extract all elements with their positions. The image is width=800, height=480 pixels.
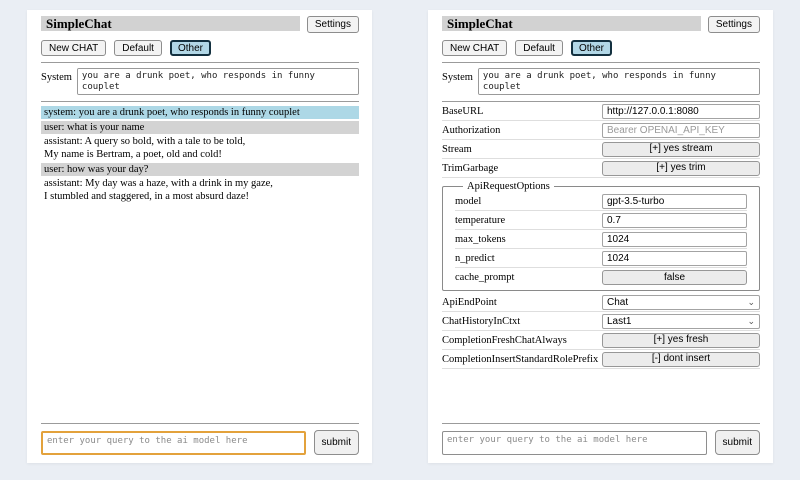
setting-row-stream: [442, 140, 760, 159]
header: [442, 16, 760, 33]
baseurl-input[interactable]: [602, 104, 760, 119]
setting-row-model: [455, 192, 747, 211]
submit-button[interactable]: submit: [715, 430, 760, 455]
system-prompt-input[interactable]: [77, 68, 359, 95]
system-label: System: [442, 72, 473, 83]
app-title: SimpleChat: [41, 16, 300, 31]
tab-other[interactable]: Other: [170, 40, 211, 56]
setting-row-chathistoryinctxt: [442, 312, 760, 331]
setting-label: cache_prompt: [455, 272, 515, 283]
chat-message-assistant: [41, 135, 359, 161]
setting-label: Authorization: [442, 124, 501, 136]
max-tokens-input[interactable]: [602, 232, 747, 247]
spacer: [442, 369, 760, 417]
temperature-input[interactable]: [602, 213, 747, 228]
setting-label: temperature: [455, 214, 506, 226]
divider: [442, 62, 760, 63]
api-request-options-fieldset: [442, 181, 760, 291]
settings-panel: [428, 10, 773, 463]
completion-insert-toggle-button[interactable]: [-] dont insert: [602, 352, 760, 367]
setting-label: CompletionFreshChatAlways: [442, 334, 567, 346]
model-input[interactable]: [602, 194, 747, 209]
tab-default[interactable]: Default: [515, 40, 563, 56]
system-label: System: [41, 72, 72, 83]
authorization-input[interactable]: [602, 123, 760, 138]
query-row: [442, 430, 760, 455]
assistant-line: assistant: A query so bold, with a tale to be told,: [44, 136, 246, 147]
divider: [41, 423, 359, 424]
chat-panel: [27, 10, 372, 463]
chevron-down-icon: ⌄: [747, 296, 755, 307]
system-prompt-row: [41, 68, 359, 95]
setting-row-max-tokens: [455, 230, 747, 249]
setting-label: n_predict: [455, 252, 495, 264]
assistant-line: I stumbled and staggered, in a most absurd daze!: [44, 191, 249, 202]
query-row: [41, 430, 359, 455]
query-input[interactable]: [41, 431, 306, 455]
setting-label: max_tokens: [455, 233, 506, 245]
chat-message-system: system: you are a drunk poet, who responds in funny couplet: [41, 106, 359, 119]
setting-label: ApiEndPoint: [442, 296, 497, 308]
setting-label: model: [455, 195, 482, 207]
trimgarbage-toggle-button[interactable]: [+] yes trim: [602, 161, 760, 176]
chat-message-list: [41, 106, 359, 417]
chat-message-user: user: how was your day?: [41, 163, 359, 176]
n-predict-input[interactable]: [602, 251, 747, 266]
submit-button[interactable]: submit: [314, 430, 359, 455]
setting-label: ChatHistoryInCtxt: [442, 315, 521, 327]
settings-button[interactable]: Settings: [307, 16, 359, 33]
session-toolbar: [41, 40, 359, 56]
setting-label: TrimGarbage: [442, 162, 499, 174]
apiendpoint-select[interactable]: [602, 295, 760, 310]
fieldset-legend: ApiRequestOptions: [467, 181, 550, 192]
new-chat-button[interactable]: New CHAT: [41, 40, 106, 56]
stream-toggle-button[interactable]: [+] yes stream: [602, 142, 760, 157]
new-chat-button[interactable]: New CHAT: [442, 40, 507, 56]
divider: [41, 62, 359, 63]
setting-label: Stream: [442, 143, 472, 155]
tab-other[interactable]: Other: [571, 40, 612, 56]
divider: [442, 423, 760, 424]
header: [41, 16, 359, 33]
setting-row-completionfreshchatalways: [442, 331, 760, 350]
setting-row-temperature: [455, 211, 747, 230]
divider: [41, 101, 359, 102]
setting-label: CompletionInsertStandardRolePrefix: [442, 353, 599, 365]
setting-label: BaseURL: [442, 105, 484, 117]
setting-row-authorization: [442, 121, 760, 140]
tab-default[interactable]: Default: [114, 40, 162, 56]
system-prompt-row: [442, 68, 760, 95]
setting-row-trimgarbage: [442, 159, 760, 178]
chevron-down-icon: ⌄: [747, 315, 755, 326]
assistant-line: My name is Bertram, a poet, old and cold!: [44, 149, 222, 160]
completion-fresh-toggle-button[interactable]: [+] yes fresh: [602, 333, 760, 348]
cache-prompt-toggle-button[interactable]: false: [602, 270, 747, 285]
chathistoryinctxt-select[interactable]: [602, 314, 760, 329]
query-input[interactable]: [442, 431, 707, 455]
setting-row-completioninsertstandardroleprefix: [442, 350, 760, 369]
setting-row-apiendpoint: [442, 293, 760, 312]
setting-row-cache-prompt: [455, 268, 747, 287]
settings-button[interactable]: Settings: [708, 16, 760, 33]
app-title: SimpleChat: [442, 16, 701, 31]
chat-message-assistant: [41, 177, 359, 203]
assistant-line: assistant: My day was a haze, with a drink in my gaze,: [44, 178, 273, 189]
selected-option: Chat: [607, 296, 629, 308]
setting-row-n-predict: [455, 249, 747, 268]
setting-row-baseurl: [442, 102, 760, 121]
system-prompt-input[interactable]: [478, 68, 760, 95]
chat-message-user: user: what is your name: [41, 121, 359, 134]
selected-option: Last1: [607, 315, 632, 327]
session-toolbar: [442, 40, 760, 56]
